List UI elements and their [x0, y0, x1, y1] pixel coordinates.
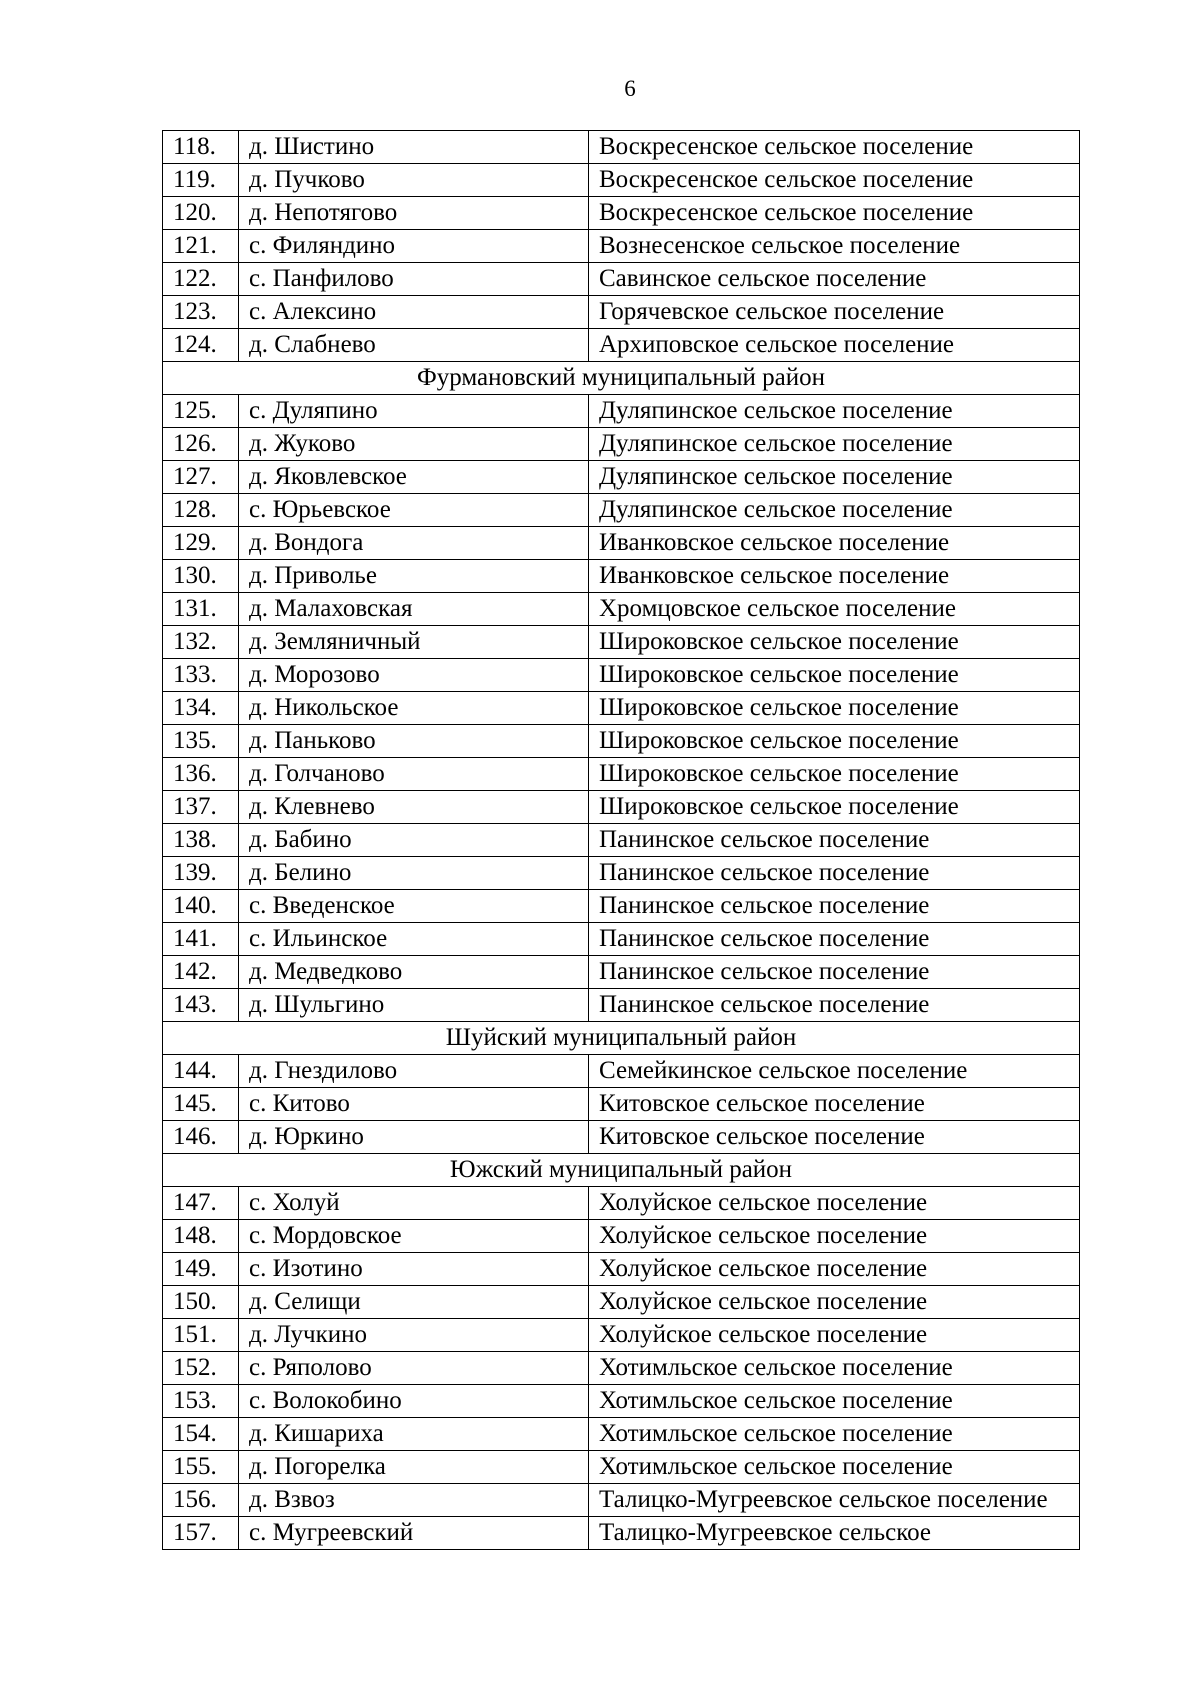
table-row	[163, 329, 1080, 362]
district-section-row	[163, 362, 1080, 395]
municipality-name: Хотимльское сельское поселение	[589, 1418, 1080, 1451]
municipality-name: Семейкинское сельское поселение	[589, 1055, 1080, 1088]
table-row	[163, 131, 1080, 164]
table-row	[163, 956, 1080, 989]
table-row	[163, 461, 1080, 494]
settlement-name: с. Юрьевское	[239, 494, 589, 527]
municipality-name: Широковское сельское поселение	[589, 659, 1080, 692]
table-row	[163, 890, 1080, 923]
municipality-name: Воскресенское сельское поселение	[589, 164, 1080, 197]
settlement-name: д. Земляничный	[239, 626, 589, 659]
table-row	[163, 527, 1080, 560]
table-row	[163, 1385, 1080, 1418]
row-number: 151.	[163, 1319, 239, 1352]
row-number: 144.	[163, 1055, 239, 1088]
municipality-name: Широковское сельское поселение	[589, 791, 1080, 824]
settlement-name: с. Мордовское	[239, 1220, 589, 1253]
municipality-name: Китовское сельское поселение	[589, 1088, 1080, 1121]
settlement-name: с. Ильинское	[239, 923, 589, 956]
settlement-name: д. Никольское	[239, 692, 589, 725]
municipality-name: Воскресенское сельское поселение	[589, 131, 1080, 164]
settlement-name: д. Непотягово	[239, 197, 589, 230]
row-number: 139.	[163, 857, 239, 890]
row-number: 126.	[163, 428, 239, 461]
table-row	[163, 296, 1080, 329]
table-row	[163, 857, 1080, 890]
table-row	[163, 1319, 1080, 1352]
municipality-name: Широковское сельское поселение	[589, 758, 1080, 791]
table-row	[163, 1484, 1080, 1517]
municipality-name: Широковское сельское поселение	[589, 725, 1080, 758]
row-number: 148.	[163, 1220, 239, 1253]
table-row	[163, 395, 1080, 428]
settlement-name: д. Погорелка	[239, 1451, 589, 1484]
municipality-name: Холуйское сельское поселение	[589, 1286, 1080, 1319]
municipality-name: Савинское сельское поселение	[589, 263, 1080, 296]
district-name: Шуйский муниципальный район	[163, 1022, 1080, 1055]
settlement-name: с. Изотино	[239, 1253, 589, 1286]
settlement-name: с. Дуляпино	[239, 395, 589, 428]
municipality-name: Холуйское сельское поселение	[589, 1253, 1080, 1286]
municipality-name: Китовское сельское поселение	[589, 1121, 1080, 1154]
row-number: 124.	[163, 329, 239, 362]
settlement-name: д. Гнездилово	[239, 1055, 589, 1088]
municipality-name: Панинское сельское поселение	[589, 989, 1080, 1022]
row-number: 128.	[163, 494, 239, 527]
row-number: 134.	[163, 692, 239, 725]
municipality-name: Иванковское сельское поселение	[589, 560, 1080, 593]
table-row	[163, 989, 1080, 1022]
municipality-name: Широковское сельское поселение	[589, 692, 1080, 725]
settlements-table	[162, 130, 1080, 1550]
settlement-name: д. Вондога	[239, 527, 589, 560]
table-row	[163, 758, 1080, 791]
municipality-name: Дуляпинское сельское поселение	[589, 494, 1080, 527]
settlement-name: д. Морозово	[239, 659, 589, 692]
settlement-name: д. Голчаново	[239, 758, 589, 791]
municipality-name: Воскресенское сельское поселение	[589, 197, 1080, 230]
table-row	[163, 1055, 1080, 1088]
settlement-name: д. Слабнево	[239, 329, 589, 362]
table-row	[163, 263, 1080, 296]
row-number: 142.	[163, 956, 239, 989]
settlement-name: д. Пучково	[239, 164, 589, 197]
settlement-name: с. Китово	[239, 1088, 589, 1121]
row-number: 150.	[163, 1286, 239, 1319]
settlement-name: с. Филяндино	[239, 230, 589, 263]
table-row	[163, 428, 1080, 461]
municipality-name: Архиповское сельское поселение	[589, 329, 1080, 362]
district-name: Южский муниципальный район	[163, 1154, 1080, 1187]
table-row	[163, 1517, 1080, 1550]
settlement-name: с. Волокобино	[239, 1385, 589, 1418]
settlement-name: д. Паньково	[239, 725, 589, 758]
row-number: 125.	[163, 395, 239, 428]
municipality-name: Дуляпинское сельское поселение	[589, 395, 1080, 428]
row-number: 131.	[163, 593, 239, 626]
row-number: 127.	[163, 461, 239, 494]
table-row	[163, 1088, 1080, 1121]
municipality-name: Иванковское сельское поселение	[589, 527, 1080, 560]
table-row	[163, 1121, 1080, 1154]
row-number: 147.	[163, 1187, 239, 1220]
row-number: 120.	[163, 197, 239, 230]
municipality-name: Панинское сельское поселение	[589, 890, 1080, 923]
settlement-name: с. Панфилово	[239, 263, 589, 296]
row-number: 135.	[163, 725, 239, 758]
table-row	[163, 494, 1080, 527]
row-number: 154.	[163, 1418, 239, 1451]
table-row	[163, 923, 1080, 956]
row-number: 155.	[163, 1451, 239, 1484]
row-number: 157.	[163, 1517, 239, 1550]
municipality-name: Дуляпинское сельское поселение	[589, 428, 1080, 461]
district-name: Фурмановский муниципальный район	[163, 362, 1080, 395]
table-row	[163, 791, 1080, 824]
table-row	[163, 230, 1080, 263]
municipality-name: Широковское сельское поселение	[589, 626, 1080, 659]
row-number: 152.	[163, 1352, 239, 1385]
settlement-name: д. Селищи	[239, 1286, 589, 1319]
row-number: 156.	[163, 1484, 239, 1517]
table-row	[163, 164, 1080, 197]
table-row	[163, 1352, 1080, 1385]
row-number: 140.	[163, 890, 239, 923]
table-row	[163, 1286, 1080, 1319]
settlement-name: д. Яковлевское	[239, 461, 589, 494]
settlement-name: д. Шульгино	[239, 989, 589, 1022]
settlement-name: д. Клевнево	[239, 791, 589, 824]
table-row	[163, 659, 1080, 692]
municipality-name: Горячевское сельское поселение	[589, 296, 1080, 329]
municipality-name: Холуйское сельское поселение	[589, 1187, 1080, 1220]
table-row	[163, 824, 1080, 857]
municipality-name: Панинское сельское поселение	[589, 857, 1080, 890]
municipality-name: Хотимльское сельское поселение	[589, 1385, 1080, 1418]
table-row	[163, 593, 1080, 626]
table-row	[163, 1220, 1080, 1253]
table-row	[163, 725, 1080, 758]
table-row	[163, 197, 1080, 230]
municipality-name: Хотимльское сельское поселение	[589, 1451, 1080, 1484]
settlement-name: д. Юркино	[239, 1121, 589, 1154]
settlement-name: д. Малаховская	[239, 593, 589, 626]
municipality-name: Талицко-Мугреевское сельское поселение	[589, 1484, 1080, 1517]
row-number: 145.	[163, 1088, 239, 1121]
table-row	[163, 692, 1080, 725]
table-row	[163, 1451, 1080, 1484]
municipality-name: Холуйское сельское поселение	[589, 1319, 1080, 1352]
settlement-name: д. Приволье	[239, 560, 589, 593]
settlement-name: с. Холуй	[239, 1187, 589, 1220]
table-row	[163, 560, 1080, 593]
table-row	[163, 1187, 1080, 1220]
row-number: 149.	[163, 1253, 239, 1286]
settlement-name: д. Кишариха	[239, 1418, 589, 1451]
settlement-name: с. Мугреевский	[239, 1517, 589, 1550]
row-number: 118.	[163, 131, 239, 164]
table-row	[163, 1418, 1080, 1451]
page-number: 6	[624, 76, 636, 101]
settlement-name: д. Белино	[239, 857, 589, 890]
district-section-row	[163, 1154, 1080, 1187]
table-row	[163, 626, 1080, 659]
municipality-name: Холуйское сельское поселение	[589, 1220, 1080, 1253]
settlement-name: д. Бабино	[239, 824, 589, 857]
settlement-name: д. Шистино	[239, 131, 589, 164]
row-number: 141.	[163, 923, 239, 956]
municipality-name: Панинское сельское поселение	[589, 923, 1080, 956]
municipality-name: Панинское сельское поселение	[589, 956, 1080, 989]
settlement-name: с. Алексино	[239, 296, 589, 329]
row-number: 133.	[163, 659, 239, 692]
settlement-name: д. Взвоз	[239, 1484, 589, 1517]
row-number: 136.	[163, 758, 239, 791]
settlement-name: д. Медведково	[239, 956, 589, 989]
district-section-row	[163, 1022, 1080, 1055]
row-number: 123.	[163, 296, 239, 329]
municipality-name: Дуляпинское сельское поселение	[589, 461, 1080, 494]
table-row	[163, 1253, 1080, 1286]
settlements-table-body	[163, 131, 1080, 1550]
row-number: 146.	[163, 1121, 239, 1154]
row-number: 153.	[163, 1385, 239, 1418]
municipality-name: Талицко-Мугреевское сельское	[589, 1517, 1080, 1550]
settlement-name: с. Введенское	[239, 890, 589, 923]
settlement-name: д. Лучкино	[239, 1319, 589, 1352]
row-number: 119.	[163, 164, 239, 197]
row-number: 130.	[163, 560, 239, 593]
row-number: 129.	[163, 527, 239, 560]
row-number: 143.	[163, 989, 239, 1022]
settlement-name: с. Ряполово	[239, 1352, 589, 1385]
municipality-name: Вознесенское сельское поселение	[589, 230, 1080, 263]
settlement-name: д. Жуково	[239, 428, 589, 461]
municipality-name: Хромцовское сельское поселение	[589, 593, 1080, 626]
municipality-name: Панинское сельское поселение	[589, 824, 1080, 857]
row-number: 121.	[163, 230, 239, 263]
row-number: 138.	[163, 824, 239, 857]
row-number: 137.	[163, 791, 239, 824]
municipality-name: Хотимльское сельское поселение	[589, 1352, 1080, 1385]
row-number: 132.	[163, 626, 239, 659]
row-number: 122.	[163, 263, 239, 296]
